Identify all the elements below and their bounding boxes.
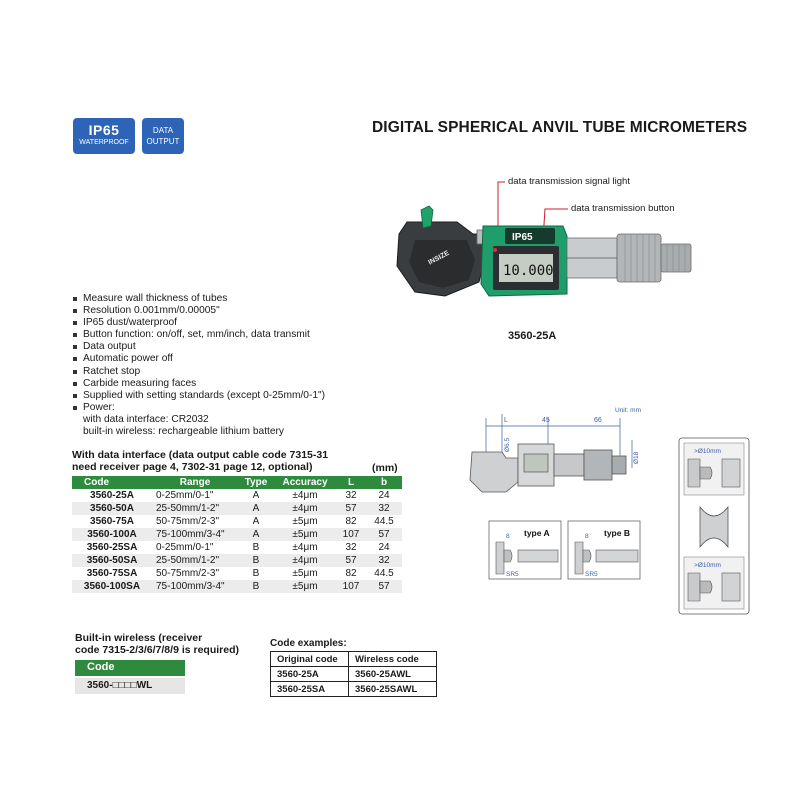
cell-accuracy: ±5μm (292, 516, 318, 527)
callout-signal-light: data transmission signal light (508, 176, 630, 187)
col-header-accuracy: Accuracy (274, 476, 336, 489)
col-header-b: b (366, 476, 402, 489)
feature-item: Automatic power off (72, 353, 325, 365)
feature-item: Supplied with setting standards (except 0-25mm/0-1") (72, 390, 325, 402)
cell-type: A (238, 528, 274, 541)
cell-accuracy: ±4μm (274, 502, 336, 515)
ratchet (661, 244, 691, 272)
cell-accuracy: ±5μm (274, 528, 336, 541)
cell-b: 32 (366, 502, 402, 515)
product-model-label: 3560-25A (508, 330, 557, 342)
type-b-anvil (575, 542, 583, 574)
power-line: with data interface: CR2032 (83, 413, 209, 425)
page-title: DIGITAL SPHERICAL ANVIL TUBE MICROMETERS (372, 119, 748, 136)
dim-45: 45 (542, 417, 550, 424)
dimension-drawing (460, 400, 660, 500)
cell-range: 50-75mm/2-3" (156, 516, 220, 527)
cell-range: 75-100mm/3-4" (152, 580, 238, 593)
cell-original: 3560-25SA (271, 682, 349, 697)
cell-range: 0-25mm/0-1" (156, 542, 214, 553)
app-bottom-anvil (688, 573, 700, 601)
micrometer-illustration (385, 170, 705, 310)
spec-table-header (72, 476, 402, 489)
type-a-dim-8: 8 (506, 533, 510, 540)
table-row (72, 528, 402, 541)
table-unit: (mm) (372, 462, 398, 474)
cell-code: 3560-25A (90, 490, 134, 501)
feature-item: Ratchet stop (72, 366, 325, 378)
feature-item: Resolution 0.001mm/0.00005" (72, 305, 325, 317)
type-b-label: type B (604, 528, 630, 538)
wireless-code-value: 3560-□□□□WL (75, 678, 185, 694)
feature-item: Measure wall thickness of tubes (72, 293, 325, 305)
cell-accuracy: ±5μm (292, 568, 318, 579)
cell-original: 3560-25A (271, 667, 349, 682)
table-row (72, 580, 402, 593)
lcd-value: 10.000 (503, 263, 554, 279)
col-header-type: Type (238, 476, 274, 489)
drawing-thimble (584, 450, 612, 480)
cell-l: 32 (345, 490, 357, 501)
cell-type: B (252, 542, 260, 553)
cell-l: 57 (336, 502, 366, 515)
col-header-l: L (336, 476, 366, 489)
cell-code: 3560-75SA (86, 568, 138, 579)
app-top-label: >Ø10mm (694, 448, 721, 455)
data-interface-title (72, 450, 328, 473)
feature-item: Carbide measuring faces (72, 378, 325, 390)
cell-accuracy: ±4μm (292, 542, 318, 553)
table-row (271, 667, 437, 682)
table-row (72, 502, 402, 515)
cell-code: 3560-75A (90, 516, 134, 527)
wireless-title-line2: code 7315-2/3/6/7/8/9 is required) (75, 643, 240, 656)
code-examples-header (271, 652, 437, 667)
cell-type: A (238, 502, 274, 515)
col-header-code: Code (72, 476, 152, 489)
ip65-badge-sub: WATERPROOF (79, 139, 129, 146)
feature-list (72, 293, 325, 438)
cell-b: 57 (366, 528, 402, 541)
data-output-badge (142, 118, 184, 154)
cell-code: 3560-100SA (72, 580, 152, 593)
cell-type: A (252, 516, 260, 527)
anvil-type-details (488, 520, 643, 580)
drawing-display (524, 454, 548, 472)
col-header-wireless: Wireless code (349, 652, 437, 667)
type-a-label: type A (524, 528, 550, 538)
table-row (72, 567, 402, 580)
drawing-frame (470, 452, 518, 492)
cell-l: 82 (345, 516, 357, 527)
cell-code: 3560-50A (72, 502, 152, 515)
data-interface-title-line1: With data interface (data output cable code 7315-31 (72, 449, 329, 461)
cell-range: 50-75mm/2-3" (156, 568, 220, 579)
wireless-title-line1: Built-in wireless (receiver (75, 632, 203, 644)
cell-l: 82 (345, 568, 357, 579)
cell-l: 32 (345, 542, 357, 553)
cell-b: 32 (366, 554, 402, 567)
table-row (72, 541, 402, 554)
col-header-range: Range (152, 476, 238, 489)
cell-b: 44.5 (374, 516, 394, 527)
cell-code: 3560-25SA (86, 542, 138, 553)
table-row (72, 554, 402, 567)
cell-l: 57 (336, 554, 366, 567)
table-row (271, 682, 437, 697)
feature-item: Data output (72, 341, 325, 353)
body-ip65-text: IP65 (512, 232, 533, 243)
data-output-badge-line2: OUTPUT (146, 137, 180, 146)
cell-code: 3560-50SA (72, 554, 152, 567)
type-b-dim-8: 8 (585, 533, 589, 540)
cell-wireless: 3560-25AWL (349, 667, 437, 682)
thimble (617, 234, 661, 282)
cell-b: 24 (378, 490, 390, 501)
cell-b: 44.5 (374, 568, 394, 579)
table-row (72, 515, 402, 528)
code-examples-table (270, 651, 437, 697)
type-b-sr5: SR5 (585, 571, 598, 578)
ip65-badge-main: IP65 (88, 122, 120, 138)
cell-type: A (252, 490, 260, 501)
cell-l: 107 (336, 580, 366, 593)
brand-logo: INSIZE (427, 249, 451, 267)
cell-range: 25-50mm/1-2" (152, 502, 238, 515)
app-bottom-label: >Ø10mm (694, 562, 721, 569)
power-line: built-in wireless: rechargeable lithium battery (83, 426, 285, 438)
cell-l: 107 (336, 528, 366, 541)
feature-item: Power: (72, 402, 325, 414)
cell-wireless: 3560-25SAWL (349, 682, 437, 697)
cell-range: 75-100mm/3-4" (152, 528, 238, 541)
cell-accuracy: ±4μm (292, 490, 318, 501)
data-interface-title-line2: need receiver page 4, 7302-31 page 12, optional) (72, 460, 313, 473)
cell-type: B (238, 580, 274, 593)
type-a-sr5: SR5 (506, 571, 519, 578)
drawing-sleeve (554, 454, 584, 476)
cell-accuracy: ±4μm (274, 554, 336, 567)
dim-unit: Unit: mm (615, 407, 641, 414)
table-row (72, 489, 402, 502)
dim-d65: Ø6.5 (504, 437, 511, 452)
anvil-post (421, 206, 433, 228)
feature-item: Button function: on/off, set, mm/inch, data transmit (72, 329, 325, 341)
app-top-anvil (688, 459, 700, 487)
signal-light (493, 248, 497, 252)
application-diagram (678, 437, 750, 615)
drawing-ratchet (612, 456, 626, 474)
dim-l: L (504, 417, 508, 424)
dim-d18: Ø18 (633, 451, 640, 464)
ip65-badge (73, 118, 135, 154)
cell-range: 25-50mm/1-2" (152, 554, 238, 567)
wireless-title (75, 633, 239, 656)
callout-transmission-button: data transmission button (571, 203, 675, 214)
wireless-code-header: Code (75, 660, 185, 676)
cell-type: B (252, 568, 260, 579)
cell-range: 0-25mm/0-1" (156, 490, 214, 501)
dim-66: 66 (594, 417, 602, 424)
type-a-anvil (496, 542, 504, 574)
cell-b: 24 (378, 542, 390, 553)
cell-type: B (238, 554, 274, 567)
feature-item: IP65 dust/waterproof (72, 317, 325, 329)
cell-code: 3560-100A (72, 528, 152, 541)
code-examples-title: Code examples: (270, 638, 347, 649)
cell-b: 57 (366, 580, 402, 593)
col-header-original: Original code (271, 652, 349, 667)
data-output-badge-line1: DATA (152, 126, 174, 135)
frame-plate (409, 240, 475, 288)
cell-accuracy: ±5μm (274, 580, 336, 593)
spec-table (72, 476, 402, 593)
